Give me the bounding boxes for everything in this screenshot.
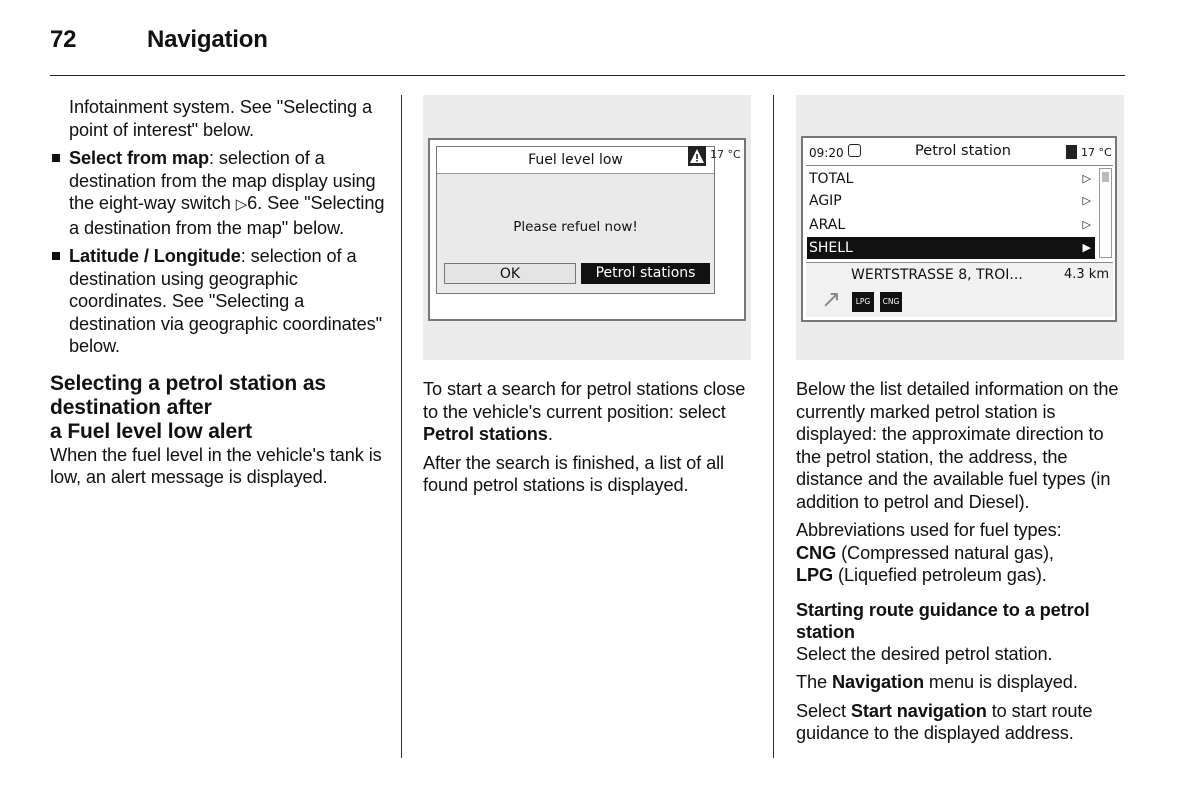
column-1 <box>50 96 386 495</box>
station-distance: 4.3 km <box>1064 267 1109 282</box>
bullet-select-from-map: Select from map: selection of a destination from the map display using the eight-way switch ▷6. See "Selecting a destination from the map" below. <box>50 147 386 239</box>
paragraph-search-finished: After the search is finished, a list of all found petrol stations is displayed. <box>423 452 724 495</box>
station-list-item[interactable]: TOTAL ▷ <box>807 168 1095 190</box>
chevron-right-icon: ▷ <box>1082 172 1091 185</box>
direction-arrow-icon: ↗ <box>821 285 842 313</box>
dialog-title: Fuel level low <box>437 147 714 174</box>
station-list-item-selected[interactable]: SHELL ▶ <box>807 237 1095 259</box>
scrollbar[interactable] <box>1099 168 1112 258</box>
scrollbar-thumb[interactable] <box>1102 172 1109 182</box>
bullet-latitude-longitude: Latitude / Longitude: selection of a destination using geographic coordinates. See "Selecting a destination via geographic coordinates" below. <box>50 245 386 358</box>
paragraph-navigation-menu: The Navigation menu is displayed. <box>796 672 1078 692</box>
chevron-right-icon: ▷ <box>1082 218 1091 231</box>
ok-button[interactable]: OK <box>444 263 576 284</box>
paragraph-select-station: Select the desired petrol station. <box>796 643 1053 664</box>
alert-dialog <box>436 146 715 294</box>
fuel-type-badge-cng: CNG <box>880 292 902 312</box>
paragraph-abbreviations: Abbreviations used for fuel types: CNG (Compressed natural gas), LPG (Liquefied petroleum gas). <box>796 520 1062 585</box>
bullet-term: Latitude / Longitude <box>69 246 241 266</box>
chevron-right-icon: ▷ <box>1082 194 1091 207</box>
paragraph-start-search: To start a search for petrol stations close to the vehicle's current position: select Petrol stations. <box>423 379 746 444</box>
temperature-display: 17 °C <box>1081 146 1112 159</box>
display-screen <box>428 138 746 321</box>
subheading: Starting route guidance to a petrol station <box>796 599 1090 642</box>
screen-title: Petrol station <box>915 143 1011 159</box>
bullet-term: Select from map <box>69 148 210 168</box>
temperature-display: 17 °C <box>710 148 741 161</box>
dialog-message: Please refuel now! <box>513 219 638 235</box>
column-2 <box>423 378 758 503</box>
reference-arrow-icon: ▷ <box>235 196 248 213</box>
display-screen <box>801 136 1117 322</box>
title-divider <box>806 165 1113 166</box>
page-title: Navigation <box>147 26 268 53</box>
station-address: WERTSTRASSE 8, TROI... <box>851 267 1023 283</box>
station-list-item[interactable]: ARAL ▷ <box>807 214 1095 236</box>
page-number: 72 <box>50 26 77 53</box>
paragraph-start-navigation: Select Start navigation to start route guidance to the displayed address. <box>796 700 1093 743</box>
petrol-stations-button[interactable]: Petrol stations <box>581 263 710 284</box>
station-list-item[interactable]: AGIP ▷ <box>807 190 1095 212</box>
warning-icon <box>688 146 706 166</box>
page-header <box>50 26 268 54</box>
fuel-type-badge-lpg: LPG <box>852 292 874 312</box>
paragraph-detail-info: Below the list detailed information on the currently marked petrol station is displayed: the approximate direction to the petrol station, the address, the distance and the available fuel types (in addition to petrol and Diesel). <box>796 379 1119 512</box>
station-detail-panel <box>806 262 1113 317</box>
column-divider-2 <box>773 95 774 758</box>
column-3 <box>796 378 1128 751</box>
section-heading: Selecting a petrol station as destination after a Fuel level low alert <box>50 371 327 443</box>
screenshot-petrol-station-list <box>796 95 1124 360</box>
clock-icon <box>848 144 861 157</box>
body-paragraph: When the fuel level in the vehicle's tank is low, an alert message is displayed. <box>50 444 382 487</box>
screenshot-fuel-level-low <box>423 95 751 360</box>
header-rule <box>50 75 1125 76</box>
clock-time: 09:20 <box>809 146 844 160</box>
intro-paragraph: Infotainment system. See "Selecting a point of interest" below. <box>69 97 373 140</box>
fuel-pump-icon <box>1066 145 1077 159</box>
chevron-right-icon: ▶ <box>1082 241 1091 254</box>
column-divider-1 <box>401 95 402 758</box>
page-reference: 6 <box>247 193 258 213</box>
